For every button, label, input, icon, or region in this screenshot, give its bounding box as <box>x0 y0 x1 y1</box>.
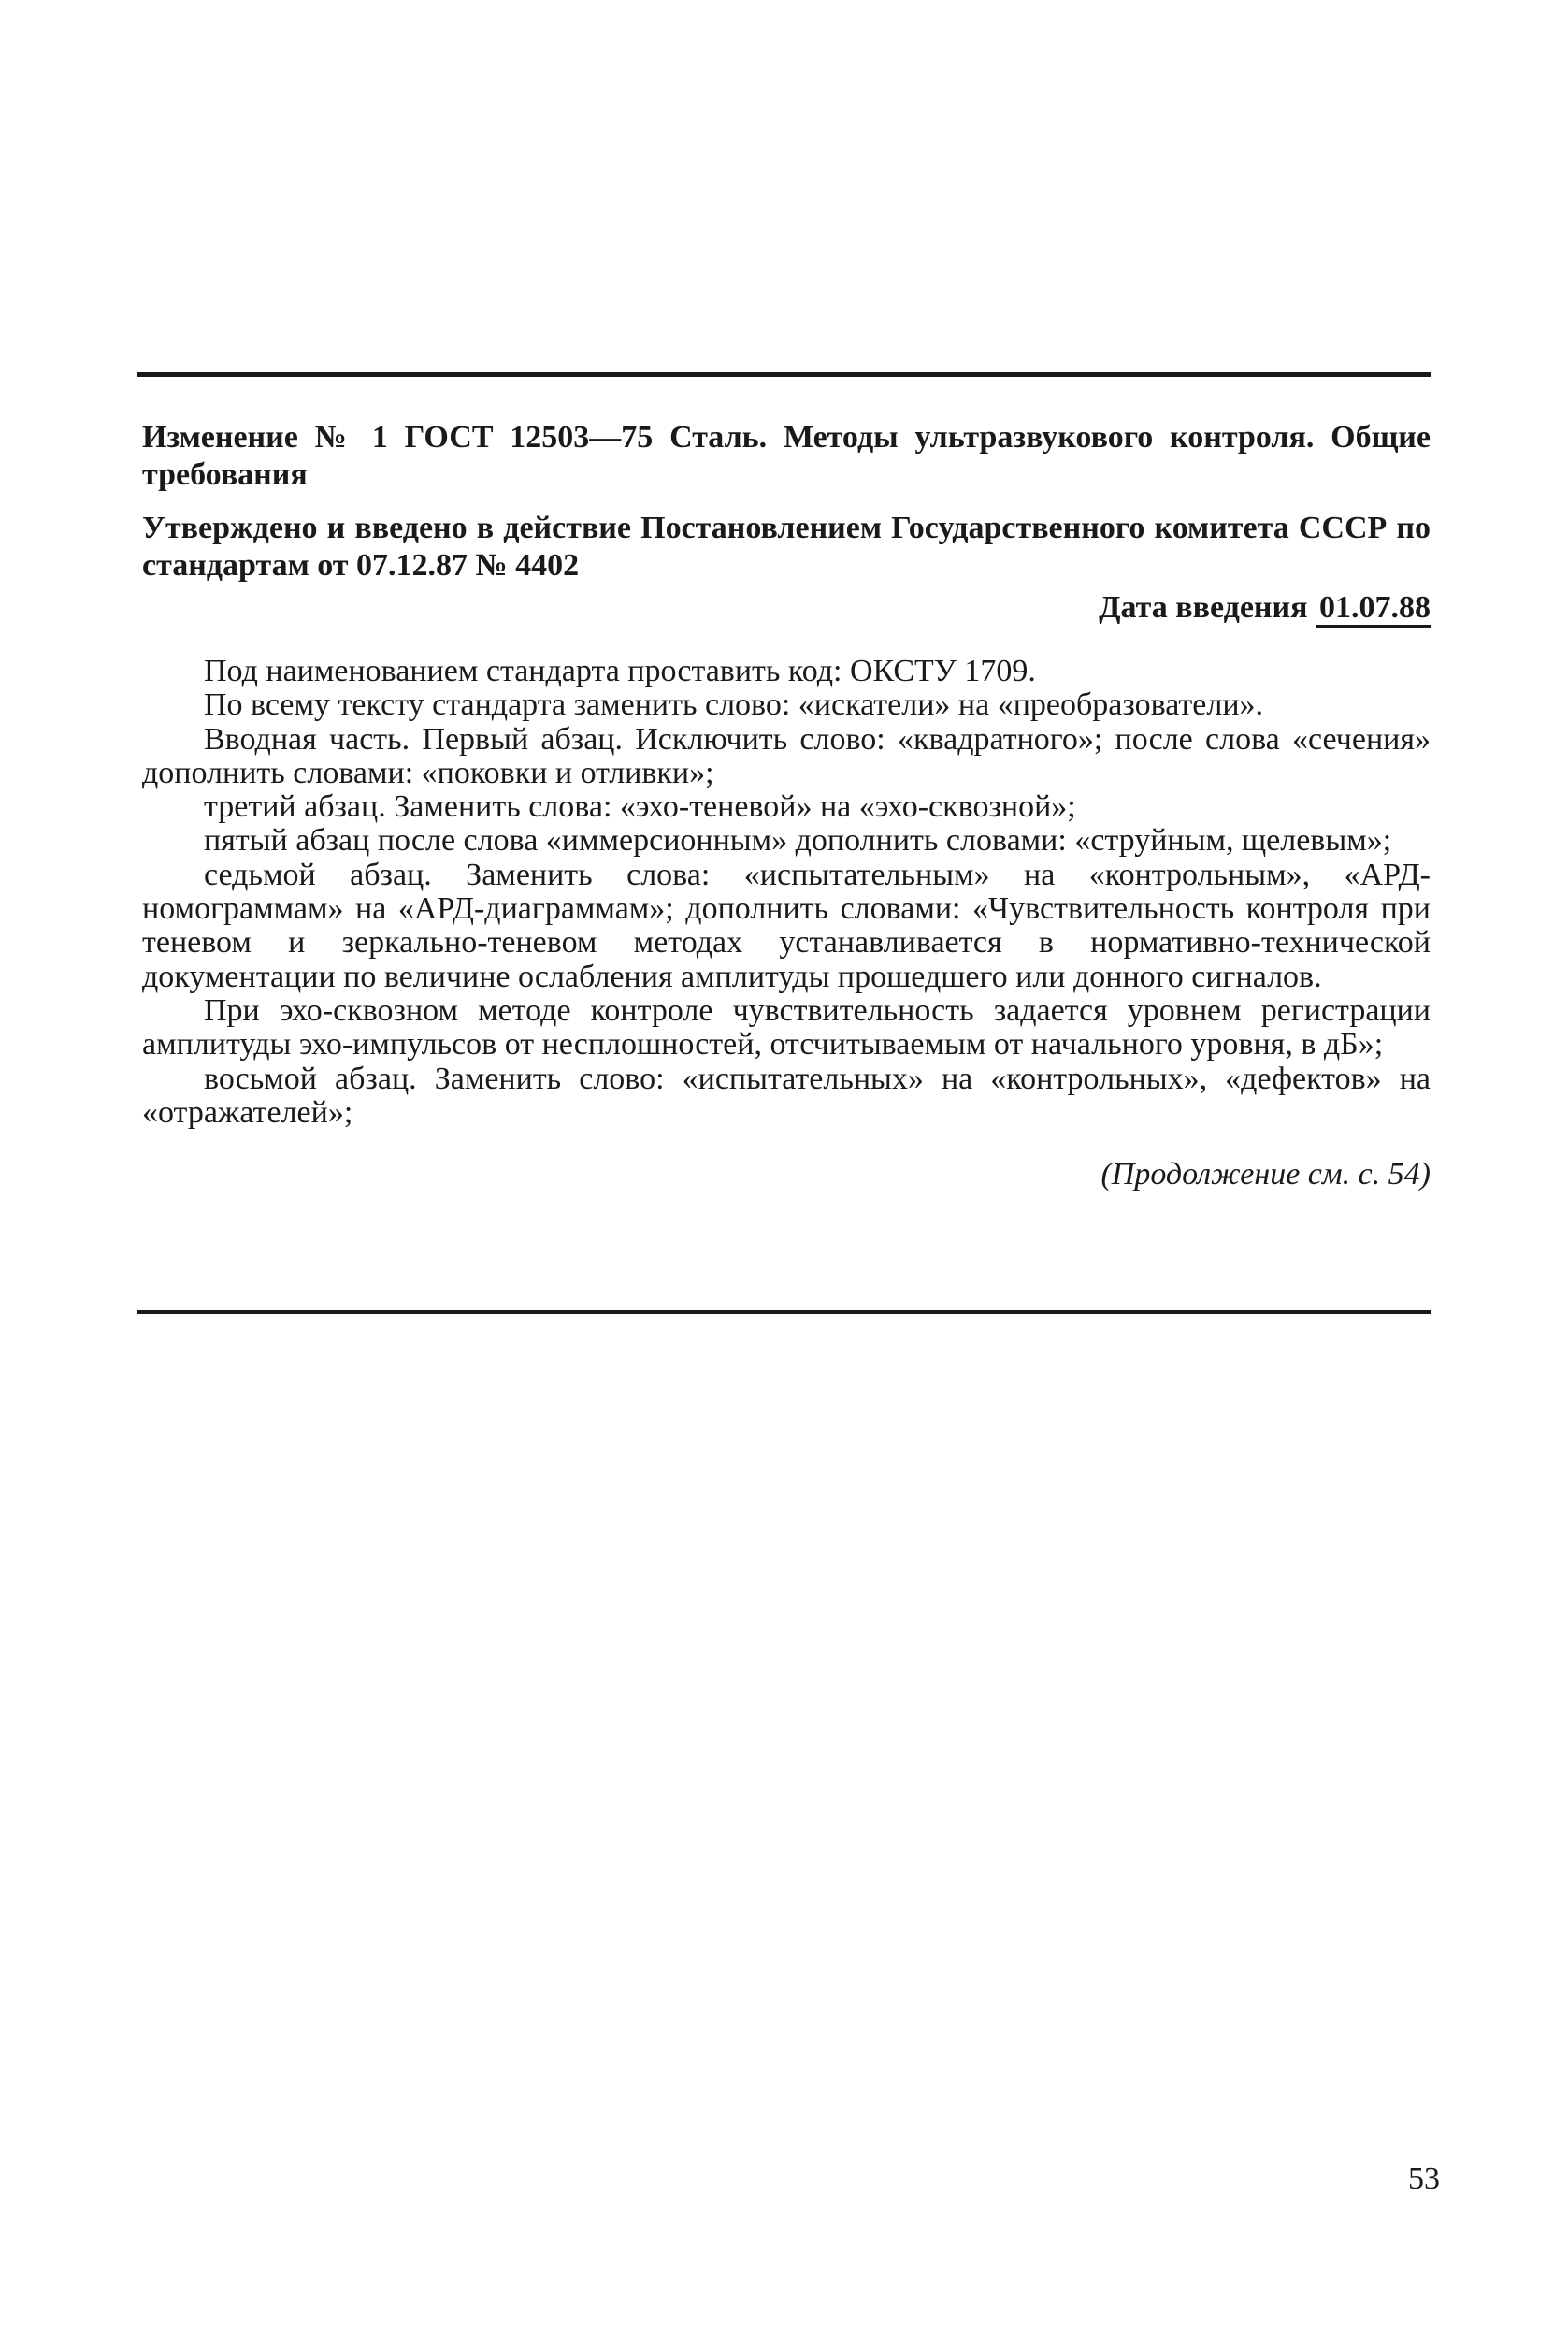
paragraph: Вводная часть. Первый абзац. Исключить слово: «квадратного»; после слова «сечения» дополнить словами: «поковки и отливки»; <box>142 721 1431 790</box>
paragraph: По всему тексту стандарта заменить слово: «искатели» на «преобразователи». <box>204 687 1264 723</box>
paragraph: седьмой абзац. Заменить слова: «испытательным» на «контрольным», «АРД-номограммам» на «АРД-диаграммам»; дополнить словами: «Чувствительность контроля при теневом и зеркально-теневом методах устанавливается в нормативно-технической документации по величине ослабления амплитуды прошедшего или донного сигналов. <box>142 857 1431 994</box>
paragraph: При эхо-сквозном методе контроле чувствительность задается уровнем регистрации амплитуды эхо-импульсов от несплошностей, отсчитываемым от начального уровня, в дБ»; <box>142 992 1431 1062</box>
document-body <box>142 419 1431 1193</box>
page-number: 53 <box>1408 2161 1440 2196</box>
paragraph: пятый абзац после слова «иммерсионным» дополнить словами: «струйным, щелевым»; <box>204 823 1392 859</box>
effective-date-label: Дата введения <box>1099 590 1308 625</box>
top-rule <box>137 372 1431 377</box>
approval-statement: Утверждено и введено в действие Постановлением Государственного комитета СССР по стандартам от 07.12.87 № 4402 <box>142 511 1431 583</box>
amendment-title: Изменение № 1 ГОСТ 12503—75 Сталь. Методы ультразвукового контроля. Общие требования <box>142 420 1431 492</box>
paragraph: третий абзац. Заменить слова: «эхо-теневой» на «эхо-сквозной»; <box>204 789 1076 825</box>
effective-date <box>142 589 1431 627</box>
paragraph: восьмой абзац. Заменить слово: «испытательных» на «контрольных», «дефектов» на «отражателей»; <box>142 1061 1431 1130</box>
effective-date-value: 01.07.88 <box>1316 590 1431 628</box>
paragraph: Под наименованием стандарта проставить код: ОКСТУ 1709. <box>204 654 1036 688</box>
amendment-text <box>142 655 1431 1130</box>
continuation-note: (Продолжение см. с. 54) <box>1100 1157 1431 1192</box>
bottom-rule <box>137 1310 1431 1314</box>
